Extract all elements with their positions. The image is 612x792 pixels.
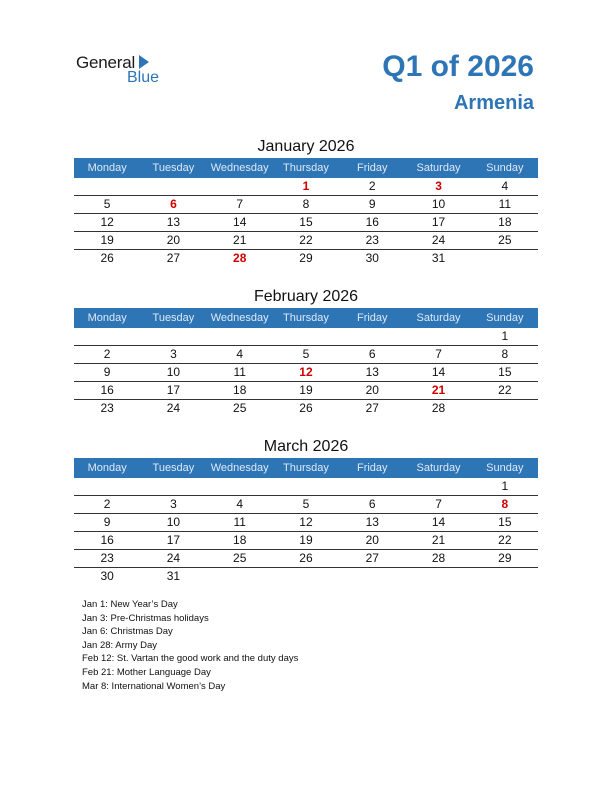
day-cell: 20 (365, 533, 379, 547)
week-row (74, 532, 538, 550)
day-cell: 4 (501, 179, 509, 193)
weekday-header: Saturday (416, 462, 461, 474)
day-cell: 13 (365, 365, 379, 379)
day-cell (472, 400, 538, 417)
day-cell: 23 (100, 551, 114, 565)
day-cell: 24 (431, 233, 446, 247)
day-cell: 14 (233, 215, 247, 229)
week-row (74, 364, 538, 382)
day-cell: 4 (236, 497, 244, 511)
day-cell: 31 (431, 251, 446, 265)
logo-general-text: General (76, 53, 136, 72)
day-cell: 5 (302, 347, 310, 361)
day-cell: 18 (233, 533, 247, 547)
day-cell: 25 (233, 401, 247, 415)
holiday-day-cell: 1 (302, 179, 310, 193)
holiday-note: Jan 3: Pre-Christmas holidays (82, 612, 209, 624)
day-cell: 8 (501, 347, 509, 361)
day-cell (140, 328, 206, 345)
week-row (74, 496, 538, 514)
day-cell: 9 (103, 365, 111, 379)
weekday-header-row (74, 158, 538, 178)
day-cell: 18 (233, 383, 247, 397)
weekday-header: Tuesday (152, 162, 195, 174)
day-cell: 20 (365, 383, 379, 397)
day-cell: 29 (498, 551, 512, 565)
day-cell (74, 178, 140, 195)
weekday-header: Friday (356, 312, 388, 324)
week-row (74, 568, 538, 585)
day-cell (207, 568, 273, 585)
day-cell: 16 (365, 215, 379, 229)
weekday-header: Tuesday (152, 312, 195, 324)
weekday-header: Thursday (283, 162, 329, 174)
week-row (74, 400, 538, 417)
day-cell: 14 (431, 515, 446, 529)
day-cell: 28 (431, 401, 446, 415)
day-cell (273, 478, 339, 495)
holiday-note: Jan 1: New Year’s Day (82, 599, 178, 610)
day-cell (74, 328, 140, 345)
day-cell (339, 328, 405, 345)
day-cell: 19 (100, 233, 114, 247)
day-cell: 2 (368, 179, 376, 193)
day-cell: 31 (166, 569, 181, 583)
weekday-header: Tuesday (152, 462, 195, 474)
holiday-day-cell: 3 (435, 179, 442, 193)
day-cell (472, 568, 538, 585)
weekday-header: Monday (87, 162, 127, 174)
day-cell: 27 (365, 401, 379, 415)
week-row (74, 550, 538, 568)
holiday-note: Feb 12: St. Vartan the good work and the duty days (82, 653, 299, 665)
day-cell: 21 (233, 233, 247, 247)
day-cell: 16 (100, 383, 114, 397)
weekday-header: Monday (87, 312, 127, 324)
holiday-day-cell: 21 (431, 383, 446, 397)
day-cell: 21 (431, 533, 446, 547)
holiday-day-cell: 8 (501, 497, 509, 511)
day-cell: 9 (103, 515, 111, 529)
day-cell (405, 478, 471, 495)
logo-blue-text: Blue (127, 69, 160, 86)
weekday-header: Friday (356, 462, 388, 474)
holiday-day-cell: 12 (299, 365, 313, 379)
day-cell: 5 (103, 197, 111, 211)
day-cell: 22 (498, 533, 512, 547)
day-cell (339, 568, 405, 585)
day-cell: 4 (236, 347, 244, 361)
day-cell (140, 478, 206, 495)
day-cell: 16 (100, 533, 114, 547)
week-row (74, 178, 538, 196)
country-name: Armenia (453, 92, 534, 114)
day-cell: 12 (100, 215, 114, 229)
day-cell (74, 478, 140, 495)
day-cell (273, 568, 339, 585)
month-february (74, 286, 538, 417)
day-cell: 10 (166, 365, 181, 379)
day-cell: 29 (299, 251, 313, 265)
day-cell: 25 (498, 233, 512, 247)
day-cell: 2 (103, 347, 111, 361)
holiday-note: Feb 21: Mother Language Day (82, 666, 211, 678)
weekday-header: Saturday (416, 312, 461, 324)
weekday-header: Saturday (416, 162, 461, 174)
day-cell: 8 (302, 197, 310, 211)
day-cell: 7 (236, 197, 244, 211)
day-cell: 11 (233, 515, 246, 529)
month-title: March 2026 (263, 438, 349, 455)
day-cell: 28 (431, 551, 446, 565)
weekday-header: Thursday (283, 312, 329, 324)
week-row (74, 250, 538, 267)
day-cell: 10 (166, 515, 181, 529)
day-cell: 3 (170, 347, 177, 361)
day-cell: 20 (166, 233, 181, 247)
weekday-header: Sunday (486, 162, 524, 174)
weekday-header: Wednesday (210, 162, 269, 174)
day-cell (207, 328, 273, 345)
week-row (74, 346, 538, 364)
day-cell: 30 (100, 569, 114, 583)
day-cell: 7 (435, 347, 442, 361)
day-cell: 24 (166, 401, 181, 415)
day-cell: 13 (365, 515, 379, 529)
day-cell (140, 178, 206, 195)
holiday-note: Jan 6: Christmas Day (82, 626, 173, 638)
day-cell: 24 (166, 551, 181, 565)
day-cell: 19 (299, 383, 313, 397)
day-cell (472, 250, 538, 267)
weekday-header: Thursday (283, 462, 329, 474)
day-cell: 22 (498, 383, 512, 397)
day-cell: 1 (501, 479, 509, 493)
day-cell: 30 (365, 251, 379, 265)
week-row (74, 214, 538, 232)
day-cell: 14 (431, 365, 446, 379)
day-cell: 25 (233, 551, 247, 565)
holiday-day-cell: 28 (233, 251, 247, 265)
holiday-note: Mar 8: International Women’s Day (82, 680, 226, 692)
day-cell (405, 568, 471, 585)
day-cell: 15 (498, 515, 512, 529)
month-january (74, 136, 538, 267)
day-cell: 15 (299, 215, 313, 229)
week-row (74, 232, 538, 250)
day-cell (207, 478, 273, 495)
day-cell: 27 (166, 251, 181, 265)
week-row (74, 478, 538, 496)
day-cell (273, 328, 339, 345)
day-cell: 15 (498, 365, 512, 379)
day-cell (207, 178, 273, 195)
weekday-header: Sunday (486, 462, 524, 474)
day-cell (339, 478, 405, 495)
weekday-header-row (74, 308, 538, 328)
day-cell: 11 (233, 365, 246, 379)
day-cell: 23 (100, 401, 114, 415)
day-cell: 7 (435, 497, 442, 511)
month-march (74, 436, 538, 585)
day-cell: 26 (299, 551, 313, 565)
weekday-header: Sunday (486, 312, 524, 324)
day-cell (405, 328, 471, 345)
day-cell: 23 (365, 233, 379, 247)
holiday-note: Jan 28: Army Day (82, 639, 157, 651)
holiday-notes (82, 598, 298, 693)
day-cell: 2 (103, 497, 111, 511)
day-cell: 9 (368, 197, 376, 211)
month-title: January 2026 (257, 138, 355, 155)
day-cell: 17 (166, 533, 181, 547)
logo-triangle-icon (139, 55, 149, 69)
day-cell: 5 (302, 497, 310, 511)
day-cell: 26 (100, 251, 114, 265)
day-cell: 6 (368, 497, 376, 511)
weekday-header: Wednesday (210, 312, 269, 324)
page-title: Q1 of 2026 (382, 50, 534, 83)
day-cell: 18 (498, 215, 512, 229)
week-row (74, 328, 538, 346)
holiday-day-cell: 6 (170, 197, 177, 211)
week-row (74, 382, 538, 400)
day-cell: 6 (368, 347, 376, 361)
weekday-header: Monday (87, 462, 127, 474)
week-row (74, 196, 538, 214)
day-cell: 12 (299, 515, 313, 529)
weekday-header: Friday (356, 162, 388, 174)
week-row (74, 514, 538, 532)
day-cell: 17 (166, 383, 181, 397)
day-cell: 26 (299, 401, 313, 415)
day-cell: 22 (299, 233, 313, 247)
weekday-header: Wednesday (210, 462, 269, 474)
day-cell: 1 (501, 329, 509, 343)
day-cell: 3 (170, 497, 177, 511)
day-cell: 27 (365, 551, 379, 565)
day-cell: 11 (498, 197, 512, 211)
day-cell: 17 (431, 215, 446, 229)
weekday-header-row (74, 458, 538, 478)
day-cell: 19 (299, 533, 313, 547)
day-cell: 13 (166, 215, 181, 229)
logo (76, 53, 186, 89)
day-cell: 10 (431, 197, 446, 211)
month-title: February 2026 (253, 288, 359, 305)
